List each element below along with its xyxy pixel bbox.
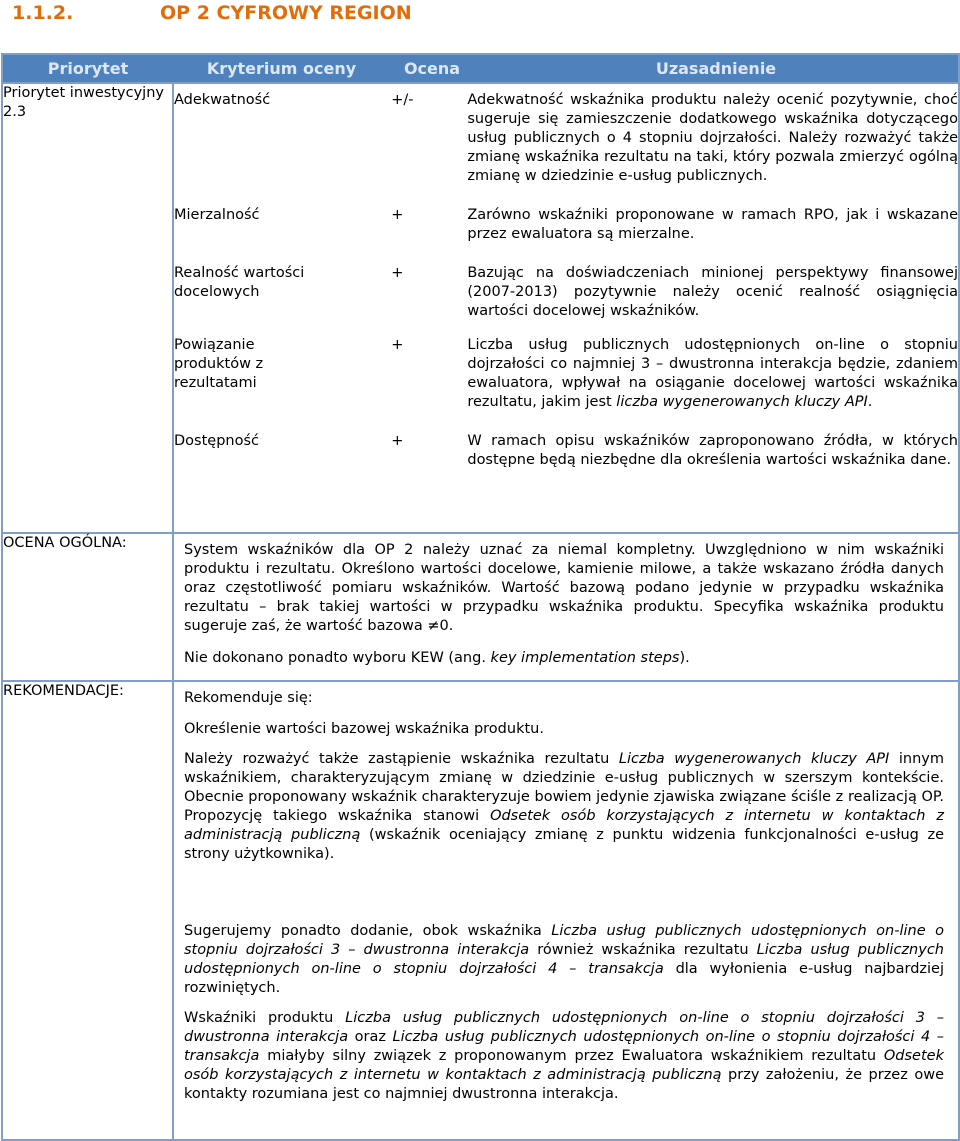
recommendations-label-cell: [2, 681, 173, 1140]
table-row: [174, 91, 958, 206]
criterion-score: +/-: [391, 92, 414, 108]
overall-emphasis: key implementation steps: [490, 650, 680, 666]
criterion-justification: [467, 336, 958, 432]
recommendation-item: [174, 1009, 958, 1104]
recommendation-emphasis: Liczba usług publicznych udostępnionych on-line o stopniu dojrzałości 4 – transakcja: [184, 1029, 944, 1064]
justification-text: Liczba usług publicznych udostępnionych on-line o stopniu dojrzałości co najmniej 3 – dwustronna interakcja będzie, zdaniem ewaluatora, wpływał na osiąganie docelowej wartości wskaźnika rezultatu, jakim jest: [467, 337, 958, 410]
recommendations-row: [2, 681, 959, 1140]
overall-row: [2, 533, 959, 681]
criterion-justification: Adekwatność wskaźnika produktu należy ocenić pozytywnie, choć sugeruje się zamieszczenie dodatkowego wskaźnika dotyczącego usług publicznych o 4 stopniu dojrzałości. Należy rozważyć także zmianę wskaźnika rezultatu na taki, który pozwala zmierzyć ogólną zmianę w dziedzinie e-usług publicznych.: [467, 92, 958, 184]
evaluation-table: [1, 53, 960, 1141]
criteria-cell: [173, 83, 959, 533]
recommendation-text: (wskaźnik oceniający zmianę z punktu widzenia funkcjonalności e-usług ze strony użytkownika).: [184, 827, 944, 862]
section-heading: [12, 4, 412, 28]
recommendation-emphasis: Liczba usług publicznych udostępnionych on-line o stopniu dojrzałości 3 – dwustronna interakcja: [184, 1010, 944, 1045]
recommendations-content-cell: [173, 681, 959, 1140]
criterion-name: Dostępność: [174, 433, 259, 449]
criterion-justification: W ramach opisu wskaźników zaproponowano źródła, w których dostępne będą niezbędne dla określenia wartości wskaźnika dane.: [467, 433, 958, 468]
priority-row: [2, 83, 959, 533]
recommendation-text: dla wyłonienia e-usług najbardziej rozwiniętych.: [184, 961, 945, 996]
header-priority: Priorytet: [2, 54, 173, 83]
recommendations-intro: Rekomenduje się:: [184, 690, 313, 706]
section-number: 1.1.2.: [12, 2, 74, 24]
recommendation-emphasis: Liczba usług publicznych udostępnionych on-line o stopniu dojrzałości 3 – dwustronna interakcja: [184, 923, 944, 958]
recommendations-label: REKOMENDACJE:: [3, 683, 124, 699]
recommendation-item: [174, 750, 958, 864]
overall-paragraph: System wskaźników dla OP 2 należy uznać za niemal kompletny. Uwzględniono w nim wskaźniki produktu i rezultatu. Określono wartości docelowe, kamienie milowe, a także wskazano źródła danych oraz częstotliwość pomiaru wskaźników. Wartość bazową podano jedynie w przypadku wskaźnika rezultatu – brak takiej wartości w przypadku wskaźnika produktu. Specyfika wskaźnika produktu sugeruje zaś, że wartość bazowa ≠0.: [184, 542, 944, 634]
recommendation-text: przy założeniu, że przez owe kontakty rozumiana jest co najmniej dwustronna interakcja.: [184, 1067, 944, 1102]
recommendation-text: oraz: [348, 1029, 393, 1045]
header-score: Ocena: [390, 54, 474, 83]
criterion-name: Mierzalność: [174, 207, 260, 223]
recommendation-item: Określenie wartości bazowej wskaźnika produktu.: [184, 721, 544, 737]
table-row: [174, 264, 958, 336]
table-row: [174, 206, 958, 264]
priority-label: Priorytet inwestycyjny 2.3: [3, 85, 164, 120]
recommendation-item: [174, 922, 958, 998]
header-justification: Uzasadnienie: [474, 54, 959, 83]
recommendation-emphasis: Liczba wygenerowanych kluczy API: [618, 751, 890, 767]
criterion-score: +: [391, 337, 404, 353]
overall-paragraph-kew: [174, 649, 958, 668]
criterion-name: Adekwatność: [174, 92, 271, 108]
recommendation-text: Należy rozważyć także zastąpienie wskaźnika rezultatu: [184, 751, 619, 767]
criterion-score: +: [391, 207, 404, 223]
recommendation-text: innym wskaźnikiem, charakteryzującym zmianę w dziedzinie e-usług publicznych w szerszym kontekście. Obecnie proponowany wskaźnik charakteryzuje bowiem jedynie zjawiska związane ściśle z realizacją OP. Propozycję takiego wskaźnika stanowi: [184, 751, 944, 824]
criterion-justification: Bazując na doświadczeniach minionej perspektywy finansowej (2007-2013) pozytywnie należy ocenić realność osiągnięcia wartości docelowej wskaźników.: [467, 265, 958, 319]
overall-label-cell: [2, 533, 173, 681]
section-title: OP 2 CYFROWY REGION: [160, 2, 412, 24]
recommendation-emphasis: Liczba usług publicznych udostępnionych on-line o stopniu dojrzałości 4 – transakcja: [184, 942, 944, 977]
table-row: [174, 432, 958, 470]
evaluation-table-wrapper: [1, 53, 958, 1141]
overall-text: Nie dokonano ponadto wyboru KEW (ang.: [184, 650, 491, 666]
header-criterion: Kryterium oceny: [173, 54, 390, 83]
recommendation-emphasis: Odsetek osób korzystających z internetu w kontaktach z administracją publiczną: [184, 808, 944, 843]
criterion-score: +: [391, 265, 404, 281]
criterion-score: +: [391, 433, 404, 449]
overall-content-cell: [173, 533, 959, 681]
recommendation-emphasis: Odsetek osób korzystających z internetu w kontaktach z administracją publiczną: [184, 1048, 944, 1083]
recommendation-text: Wskaźniki produktu: [184, 1010, 346, 1026]
criterion-justification: Zarówno wskaźniki proponowane w ramach RPO, jak i wskazane przez ewaluatora są mierzalne.: [467, 207, 958, 242]
criteria-subtable: [174, 91, 958, 470]
justification-emphasis: liczba wygenerowanych kluczy API: [616, 394, 868, 410]
priority-cell: [2, 83, 173, 533]
criterion-name: Powiązanie produktów z rezultatami: [174, 337, 264, 391]
table-row: [174, 336, 958, 432]
overall-label: OCENA OGÓLNA:: [3, 535, 127, 551]
recommendation-text: Sugerujemy ponadto dodanie, obok wskaźnika: [184, 923, 552, 939]
table-header-row: [2, 54, 959, 83]
overall-text: ).: [679, 650, 690, 666]
justification-text: .: [867, 394, 873, 410]
criterion-name: Realność wartości docelowych: [174, 265, 305, 300]
recommendation-text: również wskaźnika rezultatu: [529, 942, 757, 958]
recommendation-text: miałyby silny związek z proponowanym przez Ewaluatora wskaźnikiem rezultatu: [259, 1048, 884, 1064]
